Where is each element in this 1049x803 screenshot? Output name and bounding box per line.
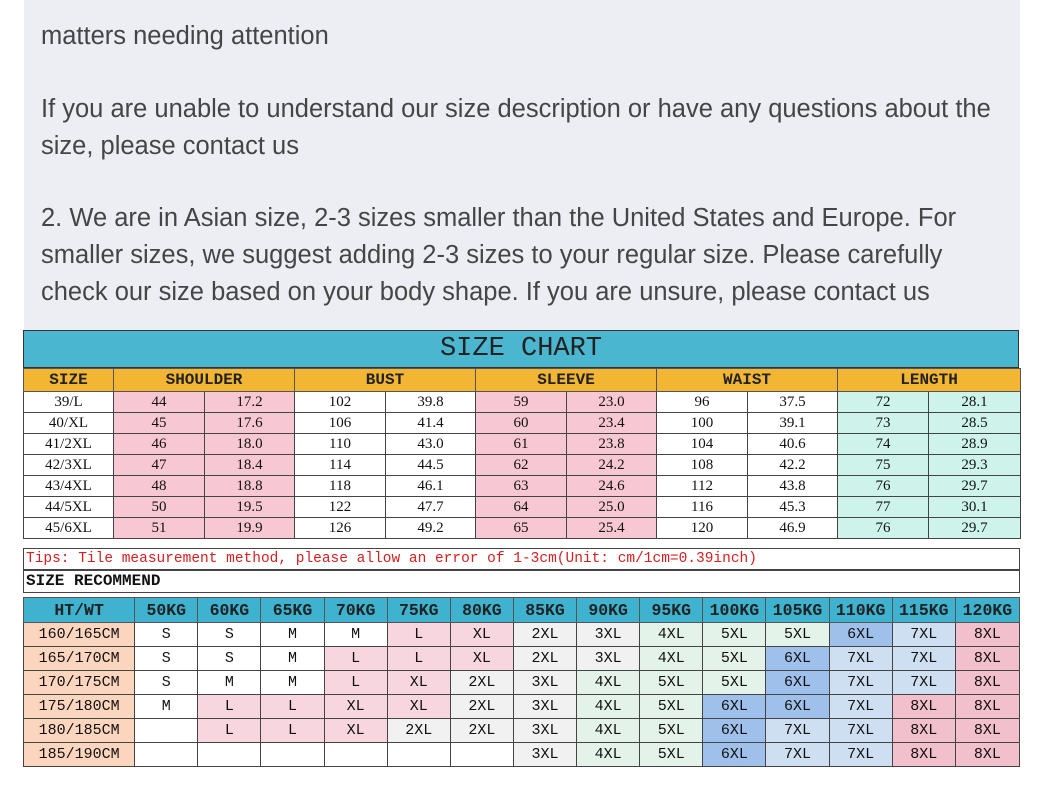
header-weight: 65KG [261, 598, 324, 623]
recommended-size-cell: 2XL [450, 695, 513, 719]
measurement-cell: 23.0 [567, 392, 657, 413]
recommended-size-cell: 4XL [577, 695, 640, 719]
size-label-cell: 41/2XL [24, 434, 114, 455]
size-chart-row [24, 518, 1021, 539]
measurement-cell: 39.8 [386, 392, 476, 413]
header-weight: 115KG [892, 598, 955, 623]
recommended-size-cell: XL [450, 623, 513, 647]
recommended-size-cell: M [261, 647, 324, 671]
recommended-size-cell: 3XL [513, 695, 576, 719]
recommended-size-cell: 6XL [703, 695, 766, 719]
measurement-tips: Tips: Tile measurement method, please allow an error of 1-3cm(Unit: cm/1cm=0.39inch) [23, 548, 1020, 570]
header-length: LENGTH [838, 369, 1021, 392]
measurement-cell: 60 [476, 413, 567, 434]
recommended-size-cell [198, 743, 261, 767]
recommended-size-cell: 8XL [955, 695, 1019, 719]
recommended-size-cell: L [198, 719, 261, 743]
measurement-cell: 18.8 [205, 476, 295, 497]
height-range-cell: 185/190CM [24, 743, 135, 767]
recommended-size-cell: 8XL [955, 719, 1019, 743]
measurement-cell: 50 [114, 497, 205, 518]
recommended-size-cell: 4XL [577, 671, 640, 695]
measurement-cell: 28.9 [929, 434, 1021, 455]
recommended-size-cell: 3XL [513, 719, 576, 743]
recommended-size-cell: 7XL [829, 695, 892, 719]
recommended-size-cell [261, 743, 324, 767]
recommended-size-cell: M [261, 671, 324, 695]
recommended-size-cell: L [387, 623, 450, 647]
measurement-cell: 76 [838, 518, 929, 539]
recommended-size-cell: 4XL [577, 743, 640, 767]
measurement-cell: 44.5 [386, 455, 476, 476]
size-chart-header-row [24, 369, 1021, 392]
measurement-cell: 30.1 [929, 497, 1021, 518]
recommended-size-cell: 8XL [955, 623, 1019, 647]
height-range-cell: 165/170CM [24, 647, 135, 671]
recommended-size-cell: 6XL [829, 623, 892, 647]
size-recommend-row [24, 671, 1020, 695]
recommended-size-cell: XL [324, 719, 387, 743]
recommended-size-cell: 8XL [955, 671, 1019, 695]
recommended-size-cell: S [135, 623, 198, 647]
recommended-size-cell: M [261, 623, 324, 647]
size-label-cell: 40/XL [24, 413, 114, 434]
recommended-size-cell [387, 743, 450, 767]
measurement-cell: 106 [295, 413, 386, 434]
measurement-cell: 76 [838, 476, 929, 497]
measurement-cell: 46 [114, 434, 205, 455]
size-chart-row [24, 434, 1021, 455]
header-weight: 70KG [324, 598, 387, 623]
recommended-size-cell: 4XL [640, 623, 703, 647]
height-range-cell: 170/175CM [24, 671, 135, 695]
recommended-size-cell: XL [450, 647, 513, 671]
measurement-cell: 110 [295, 434, 386, 455]
recommended-size-cell: XL [324, 695, 387, 719]
measurement-cell: 17.2 [205, 392, 295, 413]
recommended-size-cell: M [135, 695, 198, 719]
recommended-size-cell: M [198, 671, 261, 695]
recommended-size-cell: 5XL [703, 647, 766, 671]
recommended-size-cell [135, 743, 198, 767]
recommended-size-cell: 6XL [766, 695, 829, 719]
measurement-cell: 77 [838, 497, 929, 518]
recommended-size-cell: 6XL [766, 647, 829, 671]
recommended-size-cell: S [198, 647, 261, 671]
measurement-cell: 114 [295, 455, 386, 476]
header-sleeve: SLEEVE [476, 369, 657, 392]
recommended-size-cell: 3XL [577, 647, 640, 671]
recommended-size-cell: 8XL [955, 743, 1019, 767]
notice-paragraph-contact: If you are unable to understand our size description or have any questions about the size, please contact us [41, 95, 991, 160]
recommended-size-cell: 5XL [766, 623, 829, 647]
measurement-cell: 126 [295, 518, 386, 539]
recommended-size-cell: 3XL [513, 743, 576, 767]
recommended-size-cell: 5XL [640, 719, 703, 743]
measurement-cell: 28.5 [929, 413, 1021, 434]
header-weight: 75KG [387, 598, 450, 623]
size-recommend-row [24, 695, 1020, 719]
measurement-cell: 25.0 [567, 497, 657, 518]
measurement-cell: 46.9 [748, 518, 838, 539]
recommended-size-cell [324, 743, 387, 767]
recommended-size-cell: 5XL [703, 671, 766, 695]
header-weight: 60KG [198, 598, 261, 623]
recommended-size-cell: 7XL [829, 743, 892, 767]
measurement-cell: 24.6 [567, 476, 657, 497]
measurement-cell: 72 [838, 392, 929, 413]
size-chart-row [24, 392, 1021, 413]
measurement-cell: 28.1 [929, 392, 1021, 413]
measurement-cell: 65 [476, 518, 567, 539]
recommended-size-cell: 7XL [766, 719, 829, 743]
recommended-size-cell: 5XL [640, 671, 703, 695]
header-weight: 120KG [955, 598, 1019, 623]
measurement-cell: 29.7 [929, 518, 1021, 539]
size-label-cell: 45/6XL [24, 518, 114, 539]
size-label-cell: 44/5XL [24, 497, 114, 518]
measurement-cell: 104 [657, 434, 748, 455]
measurement-cell: 108 [657, 455, 748, 476]
recommended-size-cell: 6XL [703, 743, 766, 767]
notice-panel [24, 0, 1020, 330]
recommended-size-cell: XL [387, 695, 450, 719]
measurement-cell: 118 [295, 476, 386, 497]
recommended-size-cell: XL [387, 671, 450, 695]
measurement-cell: 25.4 [567, 518, 657, 539]
height-range-cell: 160/165CM [24, 623, 135, 647]
recommended-size-cell: 2XL [450, 719, 513, 743]
recommended-size-cell: 3XL [577, 623, 640, 647]
measurement-cell: 19.9 [205, 518, 295, 539]
header-weight: 50KG [135, 598, 198, 623]
recommended-size-cell: 4XL [640, 647, 703, 671]
header-weight: 110KG [829, 598, 892, 623]
notice-paragraph-asian-size: 2. We are in Asian size, 2-3 sizes smaller than the United States and Europe. For smaller sizes, we suggest adding 2-3 sizes to your regular size. Please carefully check our size based on your body shape. If you are unsure, please contact us [41, 204, 957, 306]
size-chart-table [23, 368, 1021, 539]
recommended-size-cell: 6XL [703, 719, 766, 743]
recommended-size-cell: 3XL [513, 671, 576, 695]
recommended-size-cell: 6XL [766, 671, 829, 695]
measurement-cell: 43.8 [748, 476, 838, 497]
measurement-cell: 96 [657, 392, 748, 413]
size-recommend-row [24, 623, 1020, 647]
recommended-size-cell: L [387, 647, 450, 671]
measurement-cell: 47 [114, 455, 205, 476]
measurement-cell: 73 [838, 413, 929, 434]
recommended-size-cell: 7XL [829, 647, 892, 671]
measurement-cell: 42.2 [748, 455, 838, 476]
recommended-size-cell: 4XL [577, 719, 640, 743]
size-recommend-row [24, 719, 1020, 743]
size-chart-row [24, 413, 1021, 434]
measurement-cell: 41.4 [386, 413, 476, 434]
size-chart-row [24, 476, 1021, 497]
recommended-size-cell: 2XL [450, 671, 513, 695]
recommended-size-cell: S [135, 671, 198, 695]
recommended-size-cell: 2XL [387, 719, 450, 743]
measurement-cell: 116 [657, 497, 748, 518]
size-chart-row [24, 497, 1021, 518]
recommended-size-cell [135, 719, 198, 743]
recommended-size-cell: L [324, 671, 387, 695]
header-waist: WAIST [657, 369, 838, 392]
header-shoulder: SHOULDER [114, 369, 295, 392]
recommended-size-cell: M [324, 623, 387, 647]
recommended-size-cell: 7XL [892, 671, 955, 695]
measurement-cell: 48 [114, 476, 205, 497]
header-weight: 80KG [450, 598, 513, 623]
measurement-cell: 29.7 [929, 476, 1021, 497]
recommended-size-cell: L [198, 695, 261, 719]
recommended-size-cell: 8XL [892, 743, 955, 767]
size-recommend-title: SIZE RECOMMEND [23, 570, 1020, 593]
recommended-size-cell: 7XL [892, 623, 955, 647]
recommended-size-cell: 7XL [766, 743, 829, 767]
size-recommend-table [23, 597, 1020, 767]
recommended-size-cell: 7XL [892, 647, 955, 671]
measurement-cell: 122 [295, 497, 386, 518]
recommended-size-cell: S [198, 623, 261, 647]
measurement-cell: 45.3 [748, 497, 838, 518]
notice-heading: matters needing attention [41, 22, 329, 50]
measurement-cell: 40.6 [748, 434, 838, 455]
recommended-size-cell: 8XL [955, 647, 1019, 671]
measurement-cell: 44 [114, 392, 205, 413]
measurement-cell: 29.3 [929, 455, 1021, 476]
size-recommend-row [24, 647, 1020, 671]
size-chart-row [24, 455, 1021, 476]
header-weight: 85KG [513, 598, 576, 623]
header-weight: 105KG [766, 598, 829, 623]
measurement-cell: 61 [476, 434, 567, 455]
measurement-cell: 24.2 [567, 455, 657, 476]
recommended-size-cell: 8XL [892, 695, 955, 719]
recommended-size-cell: 8XL [892, 719, 955, 743]
measurement-cell: 19.5 [205, 497, 295, 518]
header-weight: 90KG [577, 598, 640, 623]
measurement-cell: 45 [114, 413, 205, 434]
recommended-size-cell: 2XL [513, 647, 576, 671]
recommended-size-cell: 5XL [640, 695, 703, 719]
measurement-cell: 18.4 [205, 455, 295, 476]
measurement-cell: 37.5 [748, 392, 838, 413]
recommended-size-cell: S [135, 647, 198, 671]
recommended-size-cell: L [261, 719, 324, 743]
recommended-size-cell: 5XL [640, 743, 703, 767]
measurement-cell: 62 [476, 455, 567, 476]
measurement-cell: 63 [476, 476, 567, 497]
header-ht-wt: HT/WT [24, 598, 135, 623]
measurement-cell: 17.6 [205, 413, 295, 434]
measurement-cell: 102 [295, 392, 386, 413]
recommended-size-cell [450, 743, 513, 767]
header-weight: 95KG [640, 598, 703, 623]
measurement-cell: 120 [657, 518, 748, 539]
measurement-cell: 43.0 [386, 434, 476, 455]
height-range-cell: 180/185CM [24, 719, 135, 743]
header-bust: BUST [295, 369, 476, 392]
measurement-cell: 47.7 [386, 497, 476, 518]
size-recommend-row [24, 743, 1020, 767]
size-label-cell: 39/L [24, 392, 114, 413]
recommended-size-cell: L [324, 647, 387, 671]
measurement-cell: 49.2 [386, 518, 476, 539]
size-label-cell: 43/4XL [24, 476, 114, 497]
recommended-size-cell: 2XL [513, 623, 576, 647]
recommended-size-cell: 7XL [829, 671, 892, 695]
size-chart-title: SIZE CHART [23, 330, 1019, 368]
measurement-cell: 39.1 [748, 413, 838, 434]
recommended-size-cell: L [261, 695, 324, 719]
header-size: SIZE [24, 369, 114, 392]
height-range-cell: 175/180CM [24, 695, 135, 719]
measurement-cell: 100 [657, 413, 748, 434]
recommended-size-cell: 7XL [829, 719, 892, 743]
measurement-cell: 51 [114, 518, 205, 539]
measurement-cell: 23.4 [567, 413, 657, 434]
measurement-cell: 59 [476, 392, 567, 413]
header-weight: 100KG [703, 598, 766, 623]
measurement-cell: 64 [476, 497, 567, 518]
measurement-cell: 18.0 [205, 434, 295, 455]
measurement-cell: 74 [838, 434, 929, 455]
size-recommend-header-row [24, 598, 1020, 623]
size-label-cell: 42/3XL [24, 455, 114, 476]
measurement-cell: 23.8 [567, 434, 657, 455]
measurement-cell: 75 [838, 455, 929, 476]
recommended-size-cell: 5XL [703, 623, 766, 647]
measurement-cell: 112 [657, 476, 748, 497]
measurement-cell: 46.1 [386, 476, 476, 497]
